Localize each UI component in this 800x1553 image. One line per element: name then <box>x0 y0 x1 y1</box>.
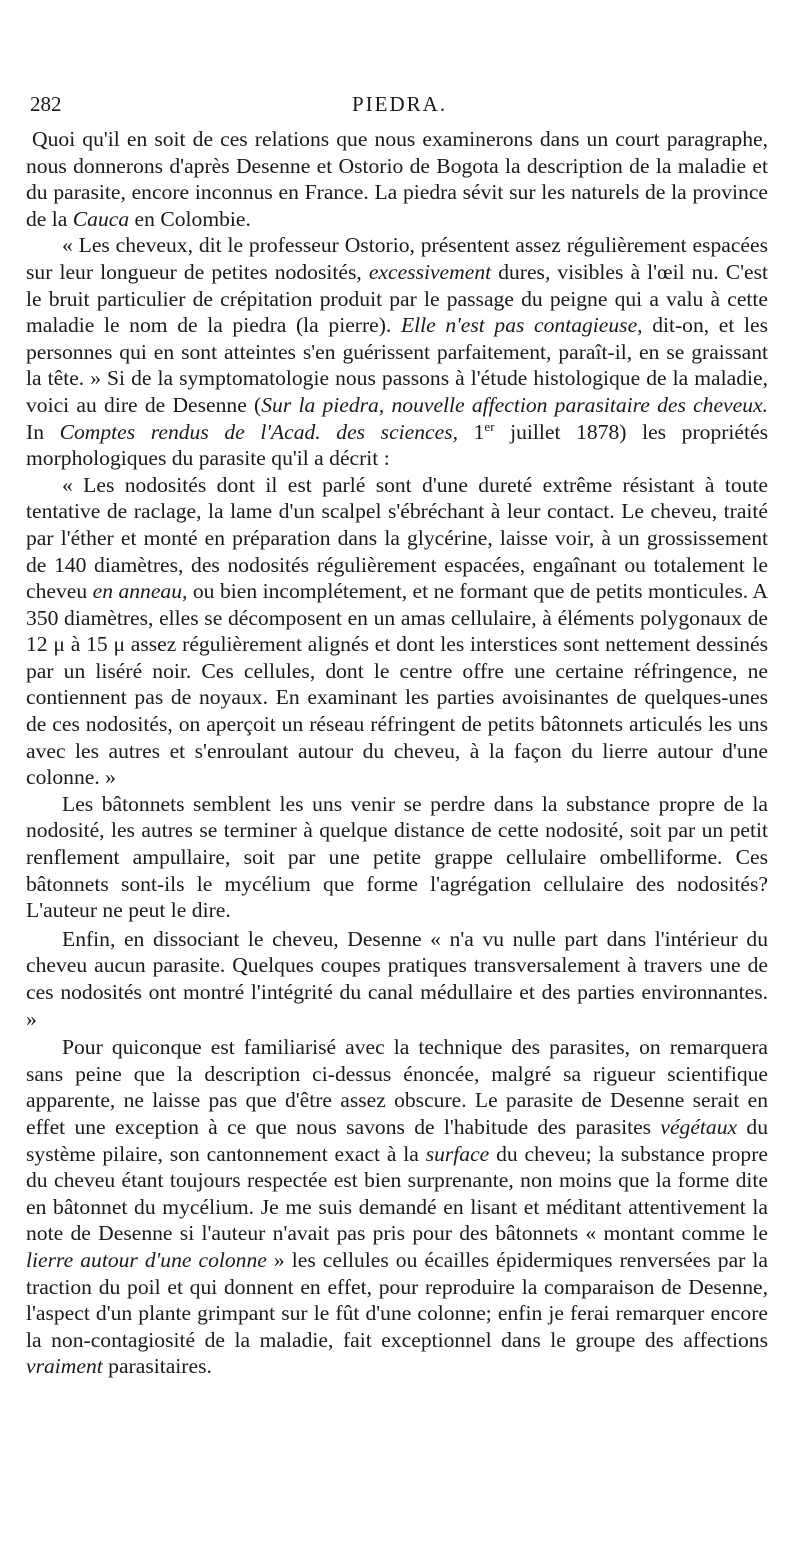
text-run: » les cellules ou écailles épidermiques renversées par la traction du poil et qui donnent en effet, pour reproduire la comparaison de Desenne, l'aspect d'un plante grimpant sur le fût d'une colonne; enfin je ferai remarquer encore la non-contagiosité de la maladie, fait exceptionnel dans le groupe des affections <box>26 1247 768 1352</box>
superscript-text: er <box>484 418 495 434</box>
paragraph <box>26 126 768 232</box>
italic-text: surface <box>425 1141 490 1166</box>
text-run: parasitaires. <box>102 1354 212 1379</box>
text-run: en Colombie. <box>129 206 251 231</box>
text-run: dures, visibles à l'œil nu. C'est le bruit particulier de crépitation produit par le passage du peigne qui a valu à cette maladie le nom de la piedra (la pierre). <box>26 259 768 338</box>
paragraph <box>26 1034 768 1380</box>
italic-text: Comptes rendus de l'Acad. des sciences, <box>59 419 459 444</box>
italic-text: lierre autour d'une colonne <box>26 1247 267 1272</box>
paragraph <box>26 472 768 791</box>
text-run: In <box>26 419 60 444</box>
paragraph <box>26 232 768 471</box>
text-run: « Les nodosités dont il est parlé sont d'une dureté extrême résistant à toute tentative de raclage, la lame d'un scalpel s'ébréchant à leur contact. Le cheveu, traité par l'éther et monté en préparation dans la glycérine, laisse voir, à un grossissement de 140 diamètres, des nodosités régulièrement espacées, engaînant ou totalement le cheveu <box>26 472 768 604</box>
italic-text: Cauca <box>72 206 130 231</box>
text-run: du cheveu; la substance propre du cheveu étant toujours respectée est bien surprenante, non moins que la forme dite en bâtonnet du mycélium. Je me suis demandé en lisant et méditant attentivement la note de Desenne si l'auteur n'avait pas pris pour des bâtonnets « montant comme le <box>26 1141 768 1246</box>
text-run: 1 <box>458 419 485 444</box>
body-text <box>26 126 768 1380</box>
italic-text: Elle n'est pas contagieuse, <box>400 313 643 338</box>
text-run: Enfin, en dissociant le cheveu, Desenne « n'a vu nulle part dans l'intérieur du cheveu aucun parasite. Quelques coupes pratiques transversalement à travers une de ces nodosités ont montré l'intégrité du canal médullaire et des parties environnantes. » <box>26 926 768 1031</box>
text-run: « Les cheveux, dit le professeur Ostorio, présentent assez régulièrement espacées sur leur longueur de petites nodosités, <box>26 233 768 284</box>
text-run: dit-on, et les personnes qui en sont atteintes s'en guérissent parfaitement, paraît-il, en se graissant la tête. » Si de la symptomatologie nous passons à l'étude histologique de la maladie, voici au dire de Desenne ( <box>26 313 768 417</box>
text-run: juillet 1878) les propriétés morphologiques du parasite qu'il a décrit : <box>26 419 768 471</box>
italic-text: excessivement <box>368 259 492 284</box>
text-run: Pour quiconque est familiarisé avec la technique des parasites, on remarquera sans peine que la description ci-dessus énoncée, malgré sa rigueur scientifique apparente, ne laisse pas que d'être assez obscure. Le parasite de Desenne serait en effet une exception à ce que nous savons de l'habitude des parasites <box>26 1035 768 1139</box>
page-header <box>26 92 768 126</box>
text-run: du système pilaire, son cantonnement exact à la <box>26 1114 768 1166</box>
text-run: Les bâtonnets semblent les uns venir se perdre dans la substance propre de la nodosité, les autres se terminer à quelque distance de cette nodosité, soit par un petit renflement ampullaire, soit par une petite grappe cellulaire ombelliforme. Ces bâtonnets sont-ils le mycélium que forme l'agrégation cellulaire des nodosités? L'auteur ne peut le dire. <box>26 791 768 923</box>
page-number: 282 <box>30 92 62 116</box>
book-page <box>26 92 768 1380</box>
running-title: PIEDRA. <box>352 92 448 116</box>
paragraph <box>26 791 768 924</box>
text-run: ou bien incomplétement, et ne formant que de petits monticules. A 350 diamètres, elles se décomposent en un amas cellulaire, à éléments polygonaux de 12 μ à 15 μ assez régulièrement alignés et dont les interstices sont nettement dessinés par un liséré noir. Ces cellules, dont le centre offre une certaine réfringence, ne contiennent pas de noyaux. En examinant les parties avoisinantes de quelques-unes de ces nodosités, on aperçoit un réseau réfringent de petits bâtonnets articulés les uns avec les autres et s'enroulant autour du cheveu, à la façon du lierre autour d'une colonne. » <box>26 579 768 790</box>
italic-text: Sur la piedra, nouvelle affection parasitaire des cheveux. <box>261 392 768 417</box>
italic-text: végétaux <box>660 1114 738 1139</box>
italic-text: vraiment <box>26 1354 103 1379</box>
italic-text: en anneau, <box>92 579 188 604</box>
text-run: Quoi qu'il en soit de ces relations que nous examinerons dans un court paragraphe, nous donnerons d'après Desenne et Ostorio de Bogota la description de la maladie et du parasite, encore inconnus en France. La piedra sévit sur les naturels de la province de la <box>26 127 768 231</box>
paragraph <box>26 926 768 1032</box>
